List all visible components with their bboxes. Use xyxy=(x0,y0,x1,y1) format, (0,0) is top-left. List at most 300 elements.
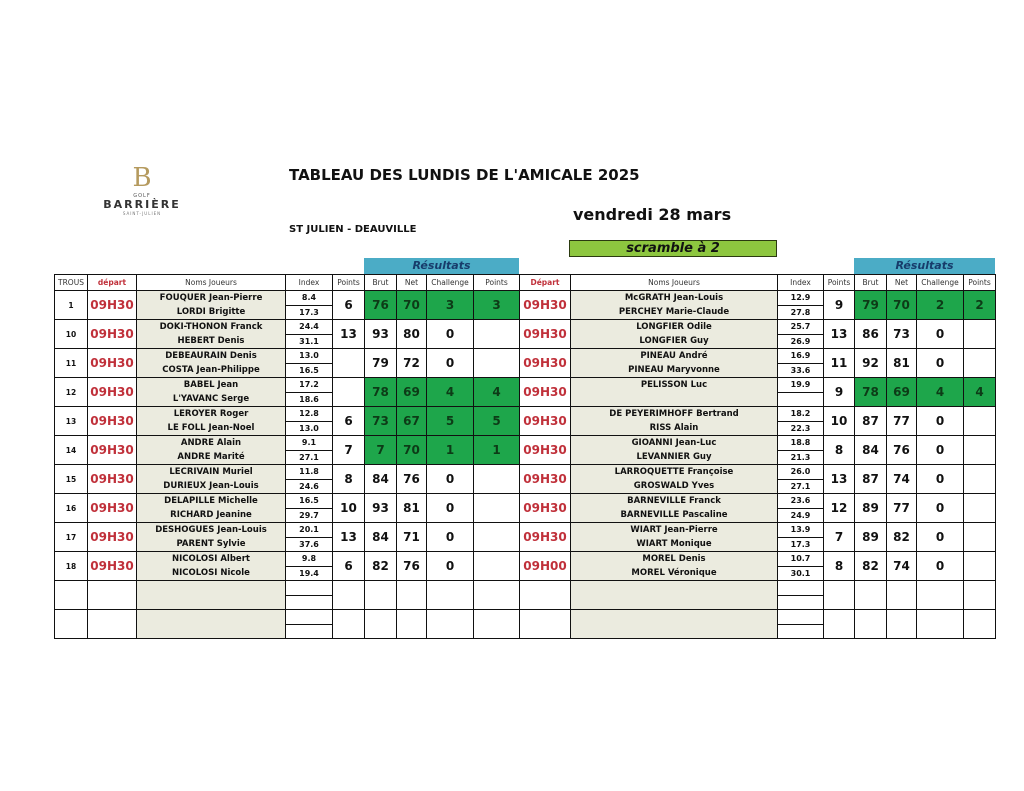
hole-number xyxy=(55,610,88,639)
player-2-name: GROSWALD Yves xyxy=(633,481,715,491)
player-2-index: 30.1 xyxy=(790,568,811,578)
challenge-score: 0 xyxy=(427,320,474,349)
player-names xyxy=(137,378,286,407)
table-row xyxy=(55,349,520,378)
player-1-index: 12.8 xyxy=(286,407,332,422)
tee-time: 09H30 xyxy=(88,291,137,320)
tee-time xyxy=(88,610,137,639)
score-net xyxy=(397,581,427,610)
table-row xyxy=(55,320,520,349)
team-points: 6 xyxy=(333,552,365,581)
player-2-name xyxy=(571,595,777,609)
result-points: 2 xyxy=(964,291,996,320)
score-net: 70 xyxy=(397,436,427,465)
tee-time: 09H30 xyxy=(520,465,571,494)
result-points xyxy=(964,320,996,349)
challenge-score: 4 xyxy=(427,378,474,407)
tee-time xyxy=(520,610,571,639)
player-2-index: 37.6 xyxy=(299,539,319,549)
table-row xyxy=(520,378,996,407)
challenge-score xyxy=(917,581,964,610)
player-1-name: MOREL Denis xyxy=(642,554,706,564)
player-1-name xyxy=(137,610,285,624)
column-header: Points xyxy=(964,275,996,291)
table-row xyxy=(55,494,520,523)
score-net xyxy=(397,610,427,639)
result-points xyxy=(964,407,996,436)
player-2-name: ANDRE Marité xyxy=(177,452,245,462)
score-brut: 89 xyxy=(855,494,887,523)
tee-time: 09H30 xyxy=(520,436,571,465)
player-1-index: 12.9 xyxy=(778,291,823,306)
tee-time: 09H30 xyxy=(88,552,137,581)
player-1-name xyxy=(137,581,285,595)
player-2-index: 27.1 xyxy=(790,481,811,491)
team-points xyxy=(824,610,855,639)
player-1-name: McGRATH Jean-Louis xyxy=(624,293,724,303)
player-index xyxy=(778,465,824,494)
score-brut xyxy=(855,581,887,610)
hole-number: 18 xyxy=(55,552,88,581)
player-1-index xyxy=(286,581,332,596)
table-row xyxy=(55,465,520,494)
column-header: Brut xyxy=(365,275,397,291)
player-index xyxy=(286,494,333,523)
team-points: 13 xyxy=(824,320,855,349)
tee-time: 09H30 xyxy=(520,378,571,407)
player-1-index xyxy=(778,610,823,625)
player-names xyxy=(137,465,286,494)
table-row xyxy=(55,552,520,581)
table-row xyxy=(520,320,996,349)
challenge-score: 4 xyxy=(917,378,964,407)
player-1-name: LONGFIER Odile xyxy=(636,322,712,332)
column-header: départ xyxy=(88,275,137,291)
player-index xyxy=(286,291,333,320)
player-2-name: NICOLOSI Nicole xyxy=(172,568,250,578)
challenge-score: 1 xyxy=(427,436,474,465)
result-points xyxy=(964,552,996,581)
column-header: Points xyxy=(824,275,855,291)
player-1-index: 11.8 xyxy=(286,465,332,480)
player-2-name: PERCHEY Marie-Claude xyxy=(618,307,730,317)
results-header-left: Résultats xyxy=(364,258,519,274)
event-location: ST JULIEN - DEAUVILLE xyxy=(289,224,417,235)
challenge-score: 0 xyxy=(917,552,964,581)
player-1-index: 8.4 xyxy=(286,291,332,306)
challenge-score: 3 xyxy=(427,291,474,320)
player-2-index: 33.6 xyxy=(790,365,811,375)
player-2-name: PARENT Sylvie xyxy=(176,539,246,549)
player-1-index: 25.7 xyxy=(778,320,823,335)
tee-time: 09H30 xyxy=(88,378,137,407)
player-2-name xyxy=(137,595,285,609)
player-names xyxy=(137,407,286,436)
tee-time: 09H30 xyxy=(520,320,571,349)
score-net: 69 xyxy=(887,378,917,407)
player-index xyxy=(286,349,333,378)
score-net: 70 xyxy=(397,291,427,320)
player-2-index: 17.3 xyxy=(790,539,811,549)
player-2-name: L'YAVANC Serge xyxy=(172,394,250,404)
player-index xyxy=(778,378,824,407)
team-points xyxy=(824,581,855,610)
player-2-index: 29.7 xyxy=(299,510,319,520)
player-1-index: 9.8 xyxy=(286,552,332,567)
result-points xyxy=(474,552,520,581)
score-brut: 93 xyxy=(365,320,397,349)
score-brut: 78 xyxy=(365,378,397,407)
column-header: Points xyxy=(333,275,365,291)
score-brut: 7 xyxy=(365,436,397,465)
event-date: vendredi 28 mars xyxy=(573,205,732,224)
score-net: 77 xyxy=(887,407,917,436)
score-net: 71 xyxy=(397,523,427,552)
player-names xyxy=(137,494,286,523)
player-1-name: WIART Jean-Pierre xyxy=(630,525,718,535)
player-2-name xyxy=(571,624,777,638)
player-names xyxy=(571,320,778,349)
player-index xyxy=(778,291,824,320)
challenge-score: 0 xyxy=(427,494,474,523)
team-points: 10 xyxy=(333,494,365,523)
player-1-name: LARROQUETTE Françoise xyxy=(614,467,734,477)
result-points: 1 xyxy=(474,436,520,465)
player-2-name xyxy=(137,624,285,638)
player-1-name: DE PEYERIMHOFF Bertrand xyxy=(609,409,739,419)
tee-time: 09H30 xyxy=(520,291,571,320)
player-names xyxy=(571,407,778,436)
player-2-name xyxy=(571,392,777,406)
player-1-name: LECRIVAIN Muriel xyxy=(169,467,253,477)
result-points xyxy=(964,581,996,610)
hole-number: 14 xyxy=(55,436,88,465)
result-points xyxy=(474,581,520,610)
tee-time: 09H30 xyxy=(520,523,571,552)
score-net: 82 xyxy=(887,523,917,552)
team-points: 13 xyxy=(333,523,365,552)
player-index xyxy=(286,378,333,407)
player-1-name xyxy=(571,610,777,624)
hole-number: 10 xyxy=(55,320,88,349)
player-index xyxy=(286,610,333,639)
player-2-name: COSTA Jean-Philippe xyxy=(162,365,260,375)
player-2-index: 17.3 xyxy=(299,307,319,317)
player-1-index: 24.4 xyxy=(286,320,332,335)
result-points xyxy=(474,494,520,523)
player-names xyxy=(571,523,778,552)
score-brut: 84 xyxy=(365,523,397,552)
result-points: 3 xyxy=(474,291,520,320)
page-title: TABLEAU DES LUNDIS DE L'AMICALE 2025 xyxy=(289,166,640,184)
column-header: Brut xyxy=(855,275,887,291)
player-index xyxy=(778,523,824,552)
player-1-index: 16.5 xyxy=(286,494,332,509)
score-net: 73 xyxy=(887,320,917,349)
player-names xyxy=(571,349,778,378)
player-2-name: RICHARD Jeanine xyxy=(170,510,252,520)
tee-time xyxy=(88,581,137,610)
right-results-table xyxy=(519,274,996,639)
player-2-index: 16.5 xyxy=(299,365,319,375)
player-names xyxy=(571,581,778,610)
player-names xyxy=(137,436,286,465)
player-names xyxy=(137,291,286,320)
table-row xyxy=(520,465,996,494)
table-row xyxy=(520,407,996,436)
score-net: 81 xyxy=(887,349,917,378)
team-points xyxy=(333,581,365,610)
result-points xyxy=(474,465,520,494)
hole-number: 11 xyxy=(55,349,88,378)
player-2-index: 24.9 xyxy=(790,510,811,520)
score-brut: 84 xyxy=(855,436,887,465)
score-brut: 89 xyxy=(855,523,887,552)
score-brut: 79 xyxy=(365,349,397,378)
tee-time: 09H30 xyxy=(520,349,571,378)
score-brut xyxy=(365,610,397,639)
table-row xyxy=(55,378,520,407)
team-points: 13 xyxy=(333,320,365,349)
team-points: 9 xyxy=(824,378,855,407)
tee-time: 09H30 xyxy=(88,320,137,349)
result-points xyxy=(474,610,520,639)
player-index xyxy=(778,610,824,639)
player-2-name: HEBERT Denis xyxy=(177,336,245,346)
player-2-name: WIART Monique xyxy=(636,539,712,549)
logo-golf: GOLF xyxy=(133,193,151,199)
hole-number: 15 xyxy=(55,465,88,494)
challenge-score: 0 xyxy=(917,465,964,494)
score-brut: 73 xyxy=(365,407,397,436)
player-1-index xyxy=(778,581,823,596)
table-row xyxy=(55,436,520,465)
player-names xyxy=(571,494,778,523)
player-1-index: 19.9 xyxy=(778,378,823,393)
column-header: Challenge xyxy=(427,275,474,291)
player-2-index: 18.6 xyxy=(299,394,319,404)
player-index xyxy=(286,465,333,494)
score-brut: 87 xyxy=(855,407,887,436)
player-2-index: 26.9 xyxy=(790,336,811,346)
team-points: 7 xyxy=(333,436,365,465)
player-1-name xyxy=(571,581,777,595)
score-net: 74 xyxy=(887,465,917,494)
tee-time: 09H30 xyxy=(88,436,137,465)
tee-time xyxy=(520,581,571,610)
table-row xyxy=(520,436,996,465)
player-names xyxy=(137,610,286,639)
score-brut: 82 xyxy=(855,552,887,581)
challenge-score: 0 xyxy=(917,494,964,523)
challenge-score: 5 xyxy=(427,407,474,436)
result-points: 4 xyxy=(964,378,996,407)
player-2-name: LONGFIER Guy xyxy=(639,336,709,346)
result-points xyxy=(964,494,996,523)
player-2-index: 27.1 xyxy=(299,452,319,462)
score-net: 67 xyxy=(397,407,427,436)
player-2-index: 19.4 xyxy=(299,568,319,578)
player-1-name: DOKI-THONON Franck xyxy=(159,322,263,332)
table-row xyxy=(520,349,996,378)
team-points: 6 xyxy=(333,291,365,320)
score-net: 81 xyxy=(397,494,427,523)
player-2-index xyxy=(778,596,823,610)
player-names xyxy=(137,552,286,581)
score-brut: 92 xyxy=(855,349,887,378)
player-2-index: 13.0 xyxy=(299,423,319,433)
tee-time: 09H30 xyxy=(88,407,137,436)
table-row xyxy=(55,291,520,320)
player-index xyxy=(778,407,824,436)
tee-time: 09H00 xyxy=(520,552,571,581)
player-1-index: 16.9 xyxy=(778,349,823,364)
left-results-table xyxy=(54,274,520,639)
column-header: Départ xyxy=(520,275,571,291)
player-index xyxy=(286,581,333,610)
player-index xyxy=(778,349,824,378)
score-brut: 78 xyxy=(855,378,887,407)
challenge-score: 2 xyxy=(917,291,964,320)
player-1-index: 18.8 xyxy=(778,436,823,451)
player-2-name: MOREL Véronique xyxy=(631,568,717,578)
result-points xyxy=(964,465,996,494)
team-points: 7 xyxy=(824,523,855,552)
score-net: 80 xyxy=(397,320,427,349)
player-names xyxy=(571,465,778,494)
table-row xyxy=(520,494,996,523)
table-row xyxy=(520,581,996,610)
score-brut: 86 xyxy=(855,320,887,349)
challenge-score: 0 xyxy=(917,407,964,436)
player-2-index: 27.8 xyxy=(790,307,811,317)
table-row xyxy=(520,610,996,639)
golf-barriere-logo xyxy=(100,165,184,216)
table-row xyxy=(55,610,520,639)
player-2-name: LE FOLL Jean-Noel xyxy=(167,423,255,433)
player-index xyxy=(286,552,333,581)
tee-time: 09H30 xyxy=(88,465,137,494)
player-2-index: 31.1 xyxy=(299,336,319,346)
hole-number: 12 xyxy=(55,378,88,407)
column-header: Points xyxy=(474,275,520,291)
team-points xyxy=(333,378,365,407)
score-brut: 79 xyxy=(855,291,887,320)
player-1-index xyxy=(286,610,332,625)
result-points xyxy=(964,349,996,378)
player-2-name: LEVANNIER Guy xyxy=(636,452,712,462)
challenge-score: 0 xyxy=(917,320,964,349)
player-1-index: 10.7 xyxy=(778,552,823,567)
player-1-name: ANDRE Alain xyxy=(180,438,242,448)
score-net: 74 xyxy=(887,552,917,581)
player-names xyxy=(137,320,286,349)
left-header-row xyxy=(55,275,520,291)
score-net: 72 xyxy=(397,349,427,378)
score-net xyxy=(887,610,917,639)
player-1-name: DEBEAURAIN Denis xyxy=(165,351,257,361)
table-row xyxy=(55,523,520,552)
score-net xyxy=(887,581,917,610)
player-2-index xyxy=(286,625,332,639)
player-names xyxy=(137,523,286,552)
table-row xyxy=(520,523,996,552)
team-points: 12 xyxy=(824,494,855,523)
challenge-score: 0 xyxy=(427,523,474,552)
tee-time: 09H30 xyxy=(88,494,137,523)
column-header: Index xyxy=(778,275,824,291)
team-points: 11 xyxy=(824,349,855,378)
score-brut xyxy=(365,581,397,610)
column-header: Net xyxy=(887,275,917,291)
score-brut: 76 xyxy=(365,291,397,320)
table-row xyxy=(55,407,520,436)
player-index xyxy=(778,494,824,523)
team-points xyxy=(333,349,365,378)
player-1-name: PINEAU André xyxy=(640,351,708,361)
player-1-name: BABEL Jean xyxy=(183,380,239,390)
challenge-score: 0 xyxy=(427,349,474,378)
player-1-name: LEROYER Roger xyxy=(173,409,249,419)
result-points: 5 xyxy=(474,407,520,436)
tee-time: 09H30 xyxy=(88,349,137,378)
player-1-index: 13.0 xyxy=(286,349,332,364)
challenge-score: 0 xyxy=(917,349,964,378)
player-2-index xyxy=(778,393,823,407)
player-2-index: 21.3 xyxy=(790,452,811,462)
column-header: Net xyxy=(397,275,427,291)
table-row xyxy=(520,552,996,581)
player-2-name: RISS Alain xyxy=(649,423,699,433)
score-brut xyxy=(855,610,887,639)
challenge-score xyxy=(917,610,964,639)
result-points: 4 xyxy=(474,378,520,407)
hole-number: 1 xyxy=(55,291,88,320)
player-names xyxy=(571,291,778,320)
player-index xyxy=(778,581,824,610)
logo-sub: SAINT-JULIEN xyxy=(122,211,162,216)
hole-number: 16 xyxy=(55,494,88,523)
player-1-index: 13.9 xyxy=(778,523,823,538)
player-1-name: BARNEVILLE Franck xyxy=(627,496,721,506)
player-index xyxy=(286,436,333,465)
tee-time: 09H30 xyxy=(520,494,571,523)
result-points xyxy=(964,523,996,552)
player-names xyxy=(571,378,778,407)
tee-time: 09H30 xyxy=(88,523,137,552)
player-names xyxy=(571,436,778,465)
player-index xyxy=(778,436,824,465)
result-points xyxy=(964,436,996,465)
player-2-index: 22.3 xyxy=(790,423,811,433)
team-points: 6 xyxy=(333,407,365,436)
hole-number: 17 xyxy=(55,523,88,552)
challenge-score: 0 xyxy=(427,465,474,494)
table-row xyxy=(520,291,996,320)
player-index xyxy=(286,320,333,349)
player-2-name: PINEAU Maryvonne xyxy=(628,365,720,375)
logo-name: BARRIÈRE xyxy=(103,198,181,211)
score-brut: 87 xyxy=(855,465,887,494)
score-net: 70 xyxy=(887,291,917,320)
team-points: 10 xyxy=(824,407,855,436)
column-header: TROUS xyxy=(55,275,88,291)
challenge-score: 0 xyxy=(427,552,474,581)
player-index xyxy=(286,523,333,552)
result-points xyxy=(474,320,520,349)
player-1-index: 17.2 xyxy=(286,378,332,393)
logo-mark: B xyxy=(132,163,152,193)
